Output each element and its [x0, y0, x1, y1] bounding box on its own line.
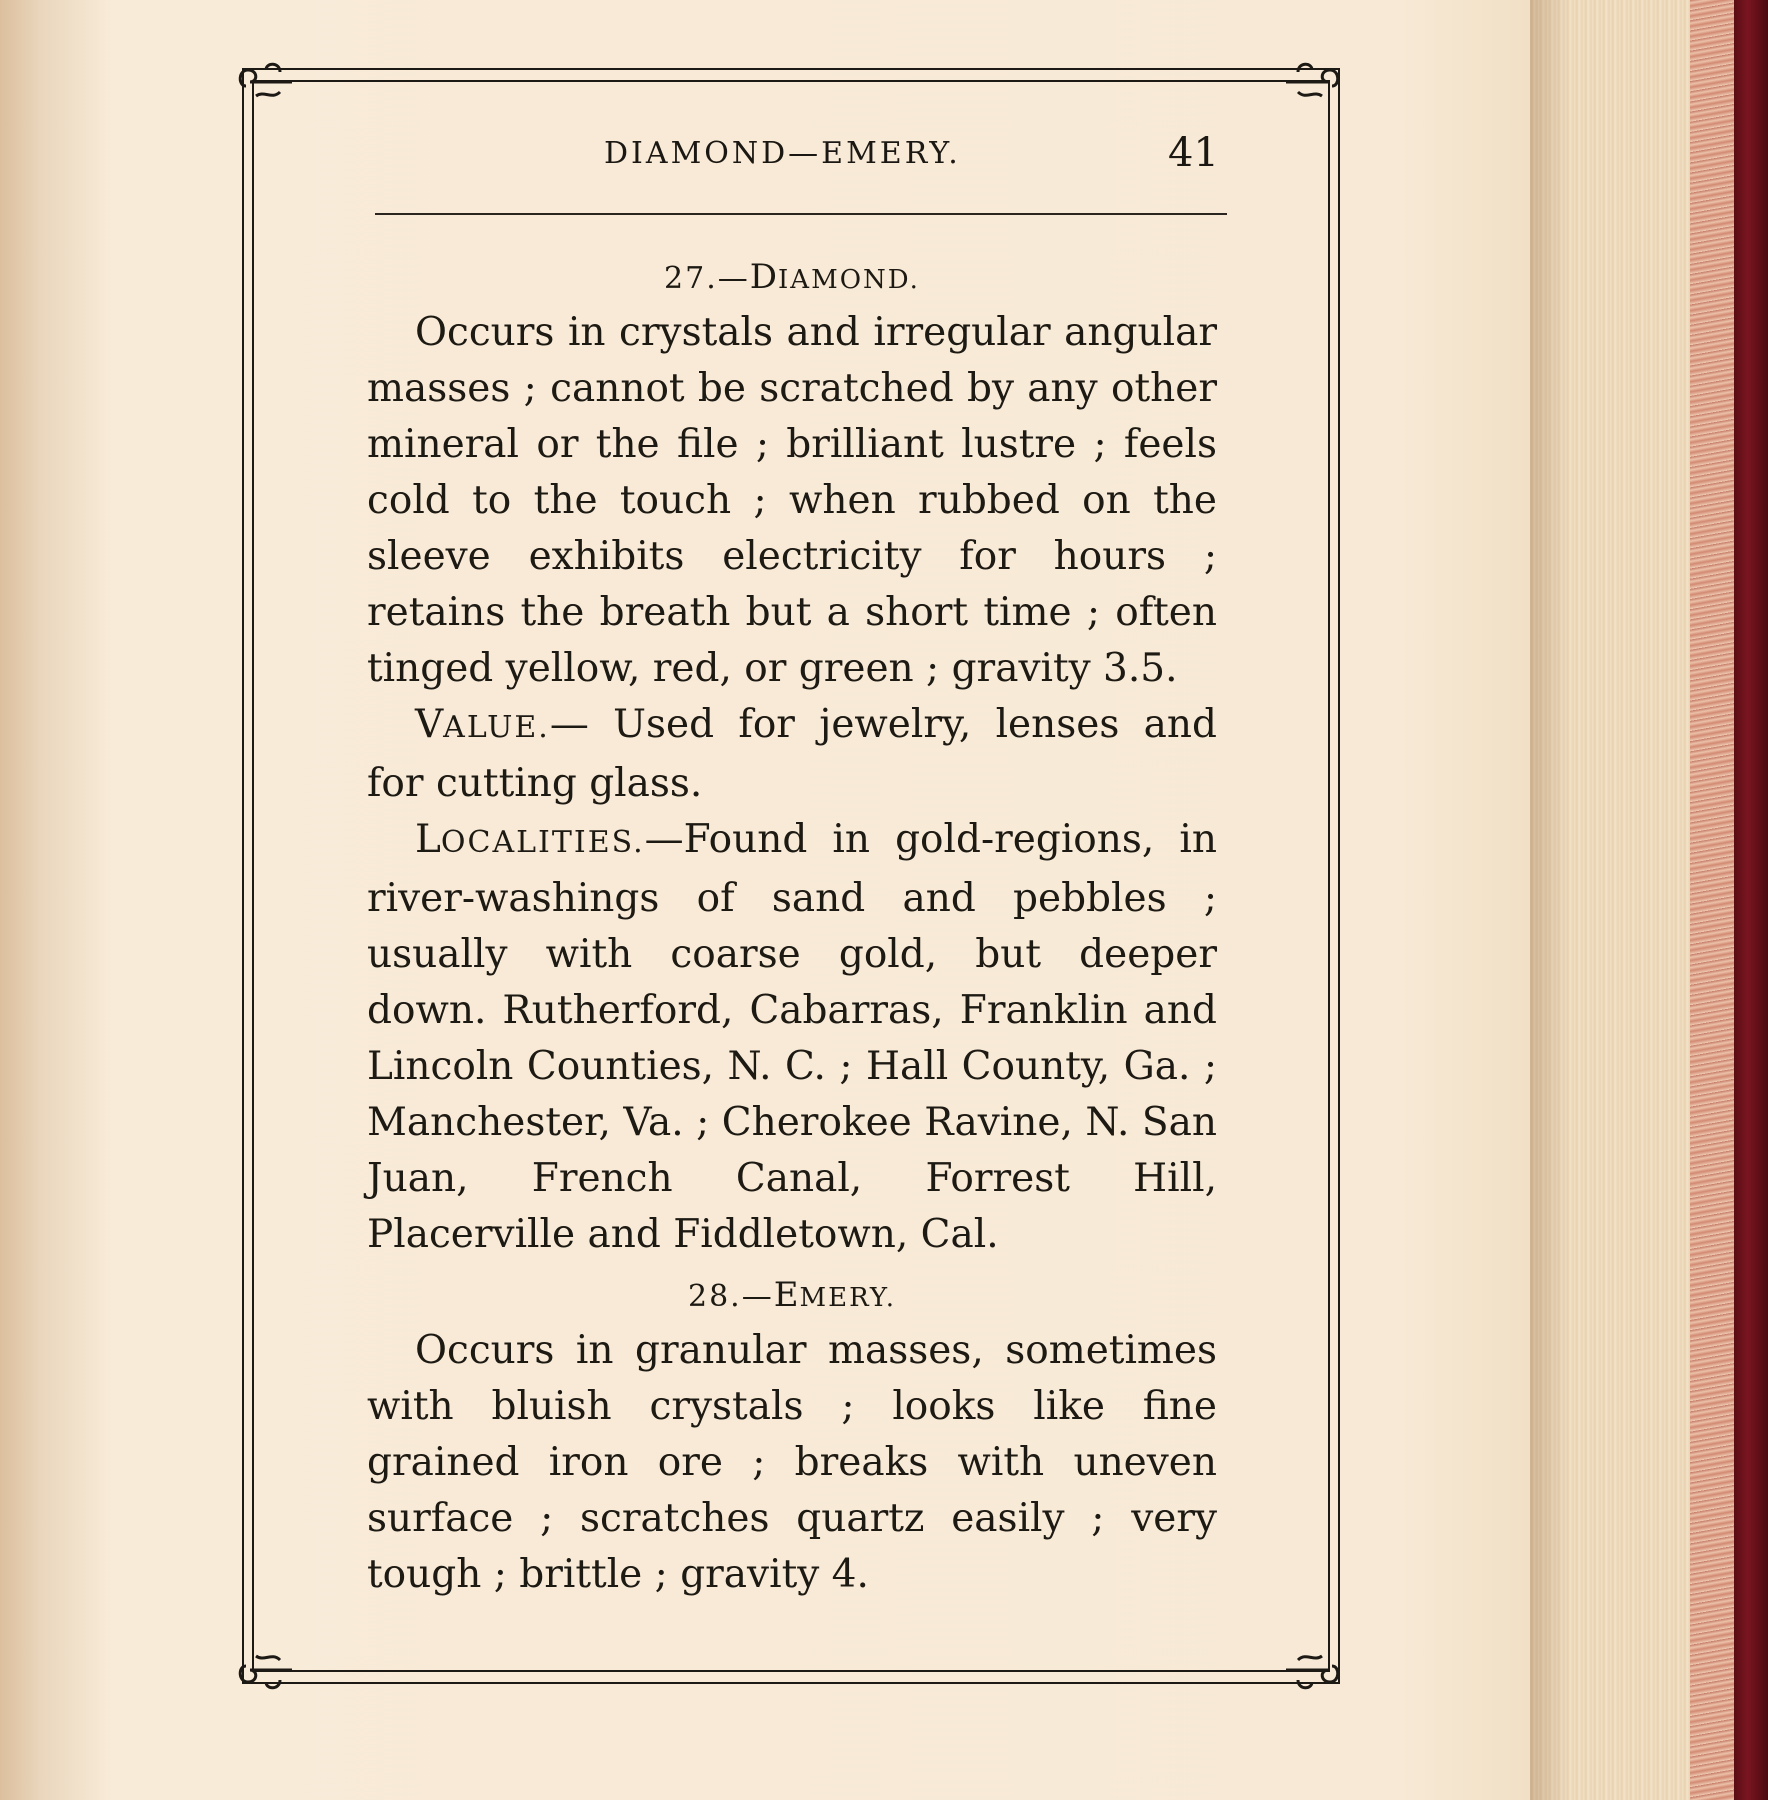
marbled-edge [1690, 0, 1734, 1800]
page-body [367, 245, 1217, 1603]
book-cover [1734, 0, 1768, 1800]
running-head [0, 130, 1768, 186]
page-number: 41 [1168, 130, 1219, 176]
emery-description: Occurs in granular masses, sometimes with bluish crystals ; looks like fine grained iron ore ; breaks with uneven surface ; scratches quartz easily ; very tough ; brittle ; gravity 4. [367, 1328, 1217, 1597]
head-rule [375, 213, 1227, 215]
diamond-value: VALUE.— Used for jewelry, lenses and for cutting glass. [367, 702, 1217, 806]
corner-ornament-icon [1282, 1636, 1342, 1696]
gutter-shadow [0, 0, 110, 1800]
page-edge-shade [1530, 0, 1570, 1800]
corner-ornament-icon [1282, 56, 1342, 116]
corner-ornament-icon [236, 56, 296, 116]
diamond-description: Occurs in crystals and irregular angular masses ; cannot be scratched by any other mineral or the file ; brilliant lustre ; feels cold to the touch ; when rubbed on the sleeve exhibits electricity for hours ; retains the breath but a short time ; often tinged yellow, red, or green ; gravity 3.5. [367, 310, 1217, 691]
section-heading-diamond: 27.—DIAMOND. [664, 257, 920, 297]
corner-ornament-icon [236, 1636, 296, 1696]
running-head-title: DIAMOND—EMERY. [604, 136, 961, 171]
section-heading-emery: 28.—EMERY. [687, 1275, 896, 1315]
diamond-localities: LOCALITIES.—Found in gold-regions, in river-washings of sand and pebbles ; usually with coarse gold, but deeper down. Rutherford, Cabarras, Franklin and Lincoln Counties, N. C. ; Hall County, Ga. ; Manchester, Va. ; Cherokee Ravine, N. San Juan, French Canal, Forrest Hill, Placerville and Fiddletown, Cal. [367, 817, 1217, 1257]
